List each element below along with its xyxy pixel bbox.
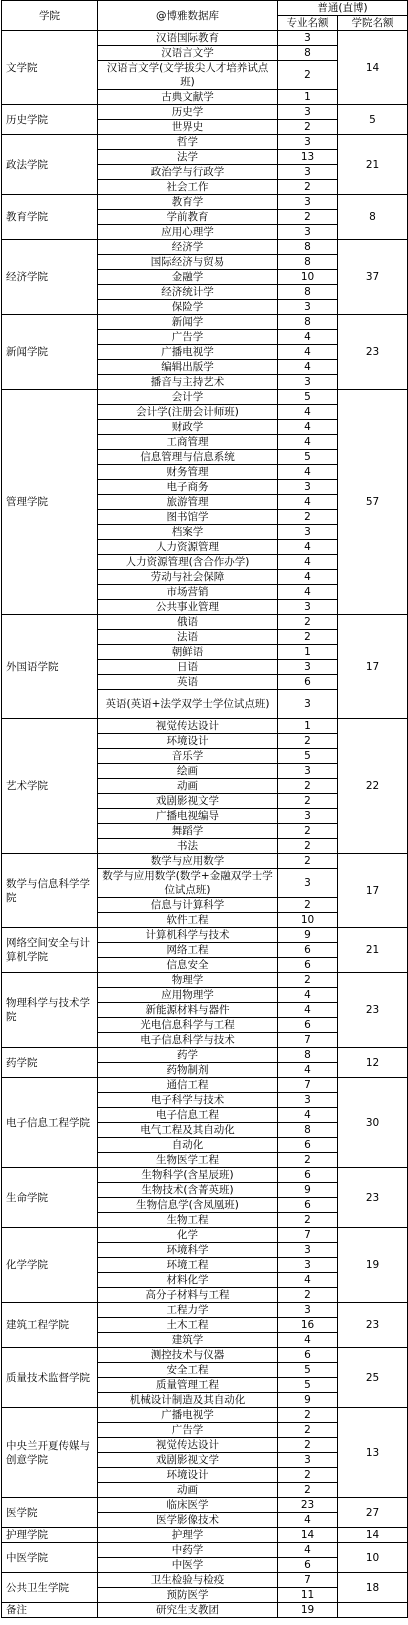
major-quota: 3	[278, 480, 338, 495]
major-quota: 23	[278, 1498, 338, 1513]
header-college: 学院	[2, 1, 98, 31]
major-name: 药学	[98, 1048, 278, 1063]
major-name: 质量管理工程	[98, 1378, 278, 1393]
major-quota: 6	[278, 1018, 338, 1033]
major-quota: 2	[278, 180, 338, 195]
major-quota: 5	[278, 450, 338, 465]
major-name: 自动化	[98, 1138, 278, 1153]
table-row	[2, 240, 408, 255]
major-name: 新闻学	[98, 315, 278, 330]
major-quota: 3	[278, 165, 338, 180]
major-quota: 3	[278, 660, 338, 675]
major-quota: 6	[278, 1168, 338, 1183]
major-quota: 4	[278, 360, 338, 375]
college-quota: 21	[338, 928, 408, 973]
major-name: 电子科学与技术	[98, 1093, 278, 1108]
major-quota: 3	[278, 1303, 338, 1318]
major-name: 汉语言文学(文学拔尖人才培养试点班)	[98, 61, 278, 90]
major-name: 生物信息学(含凤凰班)	[98, 1198, 278, 1213]
college-name: 电子信息工程学院	[2, 1078, 98, 1168]
major-name: 环境科学	[98, 1243, 278, 1258]
major-name: 英语	[98, 675, 278, 690]
major-name: 法语	[98, 630, 278, 645]
major-name: 材料化学	[98, 1273, 278, 1288]
major-name: 生物医学工程	[98, 1153, 278, 1168]
major-name: 电子商务	[98, 480, 278, 495]
major-name: 公共事业管理	[98, 600, 278, 615]
table-row	[2, 928, 408, 943]
major-name: 俄语	[98, 615, 278, 630]
major-quota: 10	[278, 913, 338, 928]
major-name: 金融学	[98, 270, 278, 285]
table-row	[2, 1408, 408, 1423]
major-quota: 16	[278, 1318, 338, 1333]
college-quota: 8	[338, 195, 408, 240]
major-name: 会计学	[98, 390, 278, 405]
college-quota: 30	[338, 1078, 408, 1168]
major-quota: 6	[278, 1138, 338, 1153]
major-quota: 3	[278, 869, 338, 898]
major-quota: 14	[278, 1528, 338, 1543]
major-name: 劳动与社会保障	[98, 570, 278, 585]
major-quota: 9	[278, 1183, 338, 1198]
major-quota: 6	[278, 1198, 338, 1213]
major-name: 环境设计	[98, 734, 278, 749]
table-row	[2, 1078, 408, 1093]
major-quota: 1	[278, 645, 338, 660]
college-name: 中医学院	[2, 1543, 98, 1573]
major-quota: 2	[278, 779, 338, 794]
major-quota: 1	[278, 90, 338, 105]
major-quota: 2	[278, 898, 338, 913]
table-row	[2, 615, 408, 630]
college-name: 经济学院	[2, 240, 98, 315]
college-quota: 23	[338, 1168, 408, 1228]
major-name: 广播电视学	[98, 1408, 278, 1423]
major-name: 中药学	[98, 1543, 278, 1558]
major-quota: 3	[278, 690, 338, 719]
major-name: 舞蹈学	[98, 824, 278, 839]
major-quota: 8	[278, 315, 338, 330]
major-quota: 2	[278, 973, 338, 988]
major-quota: 9	[278, 928, 338, 943]
major-name: 广告学	[98, 330, 278, 345]
table-row	[2, 1228, 408, 1243]
major-name: 工程力学	[98, 1303, 278, 1318]
major-quota: 2	[278, 210, 338, 225]
major-name: 生物技术(含菁英班)	[98, 1183, 278, 1198]
college-quota: 27	[338, 1498, 408, 1528]
college-name: 质量技术监督学院	[2, 1348, 98, 1408]
college-name: 公共卫生学院	[2, 1573, 98, 1603]
college-quota: 22	[338, 719, 408, 854]
major-quota: 2	[278, 630, 338, 645]
table-row	[2, 195, 408, 210]
major-name: 动画	[98, 779, 278, 794]
major-quota: 9	[278, 1393, 338, 1408]
table-row	[2, 1168, 408, 1183]
major-quota: 4	[278, 465, 338, 480]
major-quota: 3	[278, 225, 338, 240]
college-quota: 13	[338, 1408, 408, 1498]
header-major: @博雅数据库	[98, 1, 278, 31]
major-name: 信息与计算科学	[98, 898, 278, 913]
major-name: 戏剧影视文学	[98, 794, 278, 809]
major-quota: 3	[278, 809, 338, 824]
college-name: 医学院	[2, 1498, 98, 1528]
major-quota: 2	[278, 1468, 338, 1483]
table-row	[2, 135, 408, 150]
major-quota: 8	[278, 285, 338, 300]
table-row	[2, 854, 408, 869]
major-quota: 4	[278, 1003, 338, 1018]
college-name: 政法学院	[2, 135, 98, 195]
major-name: 物理学	[98, 973, 278, 988]
major-quota: 6	[278, 675, 338, 690]
major-quota: 3	[278, 600, 338, 615]
table-row	[2, 1048, 408, 1063]
major-name: 护理学	[98, 1528, 278, 1543]
major-quota: 2	[278, 1423, 338, 1438]
major-quota: 2	[278, 1483, 338, 1498]
major-name: 广播电视编导	[98, 809, 278, 824]
major-name: 环境工程	[98, 1258, 278, 1273]
college-name: 管理学院	[2, 390, 98, 615]
college-quota: 17	[338, 615, 408, 719]
major-name: 光电信息科学与工程	[98, 1018, 278, 1033]
major-quota: 4	[278, 988, 338, 1003]
major-name: 应用物理学	[98, 988, 278, 1003]
college-name: 数学与信息科学学院	[2, 854, 98, 928]
major-name: 绘画	[98, 764, 278, 779]
college-quota: 23	[338, 1303, 408, 1348]
major-quota: 5	[278, 1363, 338, 1378]
major-quota: 3	[278, 1258, 338, 1273]
table-row	[2, 315, 408, 330]
major-name: 戏剧影视文学	[98, 1453, 278, 1468]
major-name: 财务管理	[98, 465, 278, 480]
major-name: 应用心理学	[98, 225, 278, 240]
major-quota: 3	[278, 1243, 338, 1258]
college-quota: 37	[338, 240, 408, 315]
table-row	[2, 1303, 408, 1318]
college-quota: 12	[338, 1048, 408, 1078]
college-quota: 14	[338, 1528, 408, 1543]
major-quota: 3	[278, 1453, 338, 1468]
major-quota: 6	[278, 958, 338, 973]
college-name: 备注	[2, 1603, 98, 1618]
major-quota: 2	[278, 510, 338, 525]
major-quota: 2	[278, 824, 338, 839]
college-quota: 21	[338, 135, 408, 195]
college-name: 护理学院	[2, 1528, 98, 1543]
table-row	[2, 1603, 408, 1618]
college-name: 历史学院	[2, 105, 98, 135]
major-name: 社会工作	[98, 180, 278, 195]
college-name: 教育学院	[2, 195, 98, 240]
major-name: 信息管理与信息系统	[98, 450, 278, 465]
major-quota: 7	[278, 1078, 338, 1093]
major-name: 历史学	[98, 105, 278, 120]
major-name: 古典文献学	[98, 90, 278, 105]
major-quota: 7	[278, 1228, 338, 1243]
table-row	[2, 973, 408, 988]
major-quota: 4	[278, 1333, 338, 1348]
major-name: 数学与应用数学	[98, 854, 278, 869]
major-quota: 5	[278, 390, 338, 405]
major-name: 广告学	[98, 1423, 278, 1438]
college-quota: 14	[338, 31, 408, 105]
major-quota: 19	[278, 1603, 338, 1618]
major-quota: 13	[278, 150, 338, 165]
college-quota: 19	[338, 1228, 408, 1303]
major-name: 书法	[98, 839, 278, 854]
major-name: 预防医学	[98, 1588, 278, 1603]
college-name: 化学学院	[2, 1228, 98, 1303]
table-body	[2, 31, 408, 1618]
major-name: 世界史	[98, 120, 278, 135]
major-quota: 2	[278, 839, 338, 854]
major-quota: 7	[278, 1033, 338, 1048]
major-name: 财政学	[98, 420, 278, 435]
major-name: 安全工程	[98, 1363, 278, 1378]
table-row	[2, 390, 408, 405]
table-row	[2, 1573, 408, 1588]
major-quota: 2	[278, 120, 338, 135]
major-quota: 5	[278, 1378, 338, 1393]
major-quota: 4	[278, 1108, 338, 1123]
major-name: 通信工程	[98, 1078, 278, 1093]
major-quota: 4	[278, 405, 338, 420]
major-quota: 8	[278, 1123, 338, 1138]
major-name: 经济统计学	[98, 285, 278, 300]
quota-table	[1, 0, 408, 1618]
major-quota: 7	[278, 1573, 338, 1588]
college-quota	[338, 1603, 408, 1618]
major-name: 经济学	[98, 240, 278, 255]
college-quota: 17	[338, 854, 408, 928]
major-name: 旅游管理	[98, 495, 278, 510]
major-name: 汉语言文学	[98, 46, 278, 61]
major-quota: 8	[278, 46, 338, 61]
major-quota: 3	[278, 31, 338, 46]
major-quota: 2	[278, 734, 338, 749]
major-name: 机械设计制造及其自动化	[98, 1393, 278, 1408]
major-name: 人力资源管理	[98, 540, 278, 555]
major-quota: 4	[278, 1513, 338, 1528]
major-quota: 11	[278, 1588, 338, 1603]
table-row	[2, 105, 408, 120]
major-name: 临床医学	[98, 1498, 278, 1513]
major-name: 动画	[98, 1483, 278, 1498]
major-name: 播音与主持艺术	[98, 375, 278, 390]
college-quota: 18	[338, 1573, 408, 1603]
college-quota: 23	[338, 315, 408, 390]
major-name: 生物科学(含星辰班)	[98, 1168, 278, 1183]
major-quota: 3	[278, 525, 338, 540]
college-name: 文学院	[2, 31, 98, 105]
major-name: 人力资源管理(含合作办学)	[98, 555, 278, 570]
major-name: 生物工程	[98, 1213, 278, 1228]
major-name: 市场营销	[98, 585, 278, 600]
major-name: 学前教育	[98, 210, 278, 225]
table-row	[2, 1498, 408, 1513]
major-quota: 2	[278, 1438, 338, 1453]
major-quota: 3	[278, 1093, 338, 1108]
college-name: 艺术学院	[2, 719, 98, 854]
table-row	[2, 719, 408, 734]
major-name: 数学与应用数学(数学+金融双学士学位试点班)	[98, 869, 278, 898]
major-name: 政治学与行政学	[98, 165, 278, 180]
major-quota: 8	[278, 255, 338, 270]
major-name: 广播电视学	[98, 345, 278, 360]
major-name: 网络工程	[98, 943, 278, 958]
college-name: 新闻学院	[2, 315, 98, 390]
major-name: 工商管理	[98, 435, 278, 450]
major-name: 电气工程及其自动化	[98, 1123, 278, 1138]
major-name: 日语	[98, 660, 278, 675]
college-name: 生命学院	[2, 1168, 98, 1228]
major-quota: 4	[278, 1063, 338, 1078]
major-quota: 2	[278, 61, 338, 90]
table-row	[2, 1348, 408, 1363]
college-name: 中央兰开夏传媒与创意学院	[2, 1408, 98, 1498]
major-name: 国际经济与贸易	[98, 255, 278, 270]
college-quota: 23	[338, 973, 408, 1048]
major-quota: 4	[278, 1273, 338, 1288]
table-row	[2, 1528, 408, 1543]
major-name: 视觉传达设计	[98, 719, 278, 734]
college-quota: 10	[338, 1543, 408, 1573]
major-quota: 5	[278, 749, 338, 764]
major-quota: 2	[278, 854, 338, 869]
college-name: 药学院	[2, 1048, 98, 1078]
major-quota: 4	[278, 435, 338, 450]
major-name: 英语(英语+法学双学士学位试点班)	[98, 690, 278, 719]
major-quota: 6	[278, 1348, 338, 1363]
college-name: 外国语学院	[2, 615, 98, 719]
table-row	[2, 31, 408, 46]
major-name: 新能源材料与器件	[98, 1003, 278, 1018]
major-name: 软件工程	[98, 913, 278, 928]
college-quota: 5	[338, 105, 408, 135]
major-name: 图书馆学	[98, 510, 278, 525]
major-quota: 1	[278, 719, 338, 734]
major-name: 档案学	[98, 525, 278, 540]
college-quota: 57	[338, 390, 408, 615]
college-name: 物理科学与技术学院	[2, 973, 98, 1048]
major-name: 土木工程	[98, 1318, 278, 1333]
major-name: 研究生支教团	[98, 1603, 278, 1618]
major-quota: 4	[278, 585, 338, 600]
major-name: 会计学(注册会计师班)	[98, 405, 278, 420]
major-name: 哲学	[98, 135, 278, 150]
major-name: 药物制剂	[98, 1063, 278, 1078]
major-quota: 3	[278, 105, 338, 120]
major-quota: 2	[278, 1288, 338, 1303]
major-name: 教育学	[98, 195, 278, 210]
major-name: 编辑出版学	[98, 360, 278, 375]
major-name: 汉语国际教育	[98, 31, 278, 46]
major-name: 视觉传达设计	[98, 1438, 278, 1453]
major-quota: 3	[278, 764, 338, 779]
major-name: 电子信息工程	[98, 1108, 278, 1123]
major-name: 建筑学	[98, 1333, 278, 1348]
major-quota: 4	[278, 555, 338, 570]
major-quota: 10	[278, 270, 338, 285]
major-quota: 6	[278, 943, 338, 958]
major-quota: 6	[278, 1558, 338, 1573]
major-quota: 3	[278, 300, 338, 315]
college-name: 建筑工程学院	[2, 1303, 98, 1348]
major-quota: 8	[278, 240, 338, 255]
major-quota: 3	[278, 375, 338, 390]
major-quota: 4	[278, 345, 338, 360]
major-quota: 2	[278, 1213, 338, 1228]
major-quota: 8	[278, 1048, 338, 1063]
major-quota: 2	[278, 1408, 338, 1423]
major-name: 朝鲜语	[98, 645, 278, 660]
header-college-quota: 学院名额	[338, 16, 408, 31]
major-name: 化学	[98, 1228, 278, 1243]
table-row	[2, 1543, 408, 1558]
major-quota: 3	[278, 135, 338, 150]
header-quota-group: 普通(直博)	[278, 1, 408, 16]
major-quota: 4	[278, 330, 338, 345]
major-quota: 4	[278, 1543, 338, 1558]
major-quota: 2	[278, 1153, 338, 1168]
major-name: 中医学	[98, 1558, 278, 1573]
major-quota: 2	[278, 615, 338, 630]
major-quota: 4	[278, 540, 338, 555]
major-name: 保险学	[98, 300, 278, 315]
major-name: 高分子材料与工程	[98, 1288, 278, 1303]
major-name: 环境设计	[98, 1468, 278, 1483]
college-quota: 25	[338, 1348, 408, 1408]
major-quota: 3	[278, 195, 338, 210]
major-quota: 4	[278, 570, 338, 585]
major-quota: 4	[278, 495, 338, 510]
major-name: 测控技术与仪器	[98, 1348, 278, 1363]
college-name: 网络空间安全与计算机学院	[2, 928, 98, 973]
major-name: 电子信息科学与技术	[98, 1033, 278, 1048]
major-name: 卫生检验与检疫	[98, 1573, 278, 1588]
header-major-quota: 专业名额	[278, 16, 338, 31]
major-name: 医学影像技术	[98, 1513, 278, 1528]
major-name: 音乐学	[98, 749, 278, 764]
major-quota: 4	[278, 420, 338, 435]
major-name: 信息安全	[98, 958, 278, 973]
major-name: 计算机科学与技术	[98, 928, 278, 943]
major-quota: 2	[278, 794, 338, 809]
major-name: 法学	[98, 150, 278, 165]
